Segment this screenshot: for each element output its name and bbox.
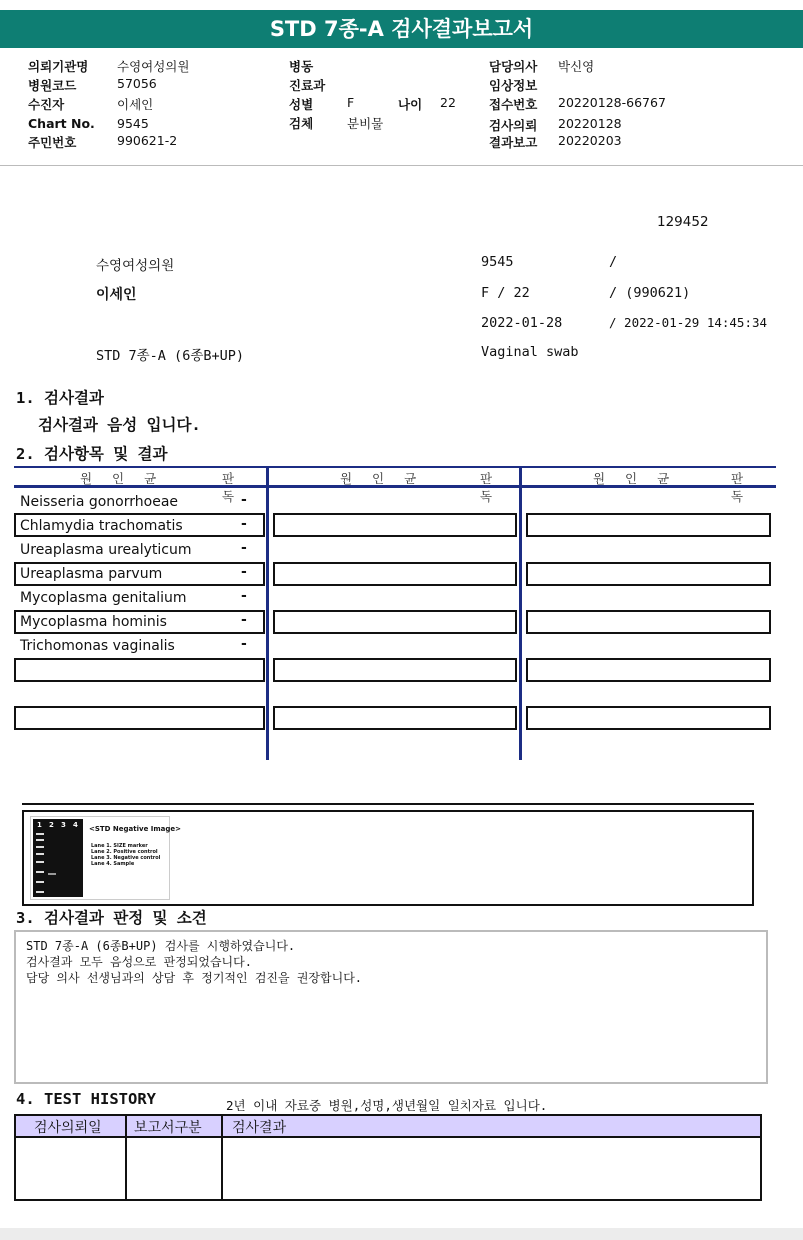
organism-name: Ureaplasma parvum	[20, 566, 163, 582]
section-1-heading: 1. 검사결과	[16, 389, 104, 407]
organism-result: -	[241, 540, 247, 556]
history-note: 2년 이내 자료중 병원,성명,생년월일 일치자료 입니다.	[226, 1098, 548, 1113]
header-value: 박신영	[558, 59, 595, 74]
conclusion-box	[14, 930, 768, 1084]
patient-birth: / (990621)	[609, 285, 691, 301]
report-header	[0, 52, 803, 166]
organism-name: Trichomonas vaginalis	[20, 638, 175, 654]
history-table	[14, 1114, 762, 1201]
conclusion-line: 담당 의사 선생님과의 상담 후 정기적인 검진을 권장합니다.	[26, 971, 363, 985]
col-result-label: 판 독	[222, 471, 243, 504]
history-col-date: 검사의뢰일	[34, 1120, 102, 1136]
organism-name: Ureaplasma urealyticum	[20, 542, 192, 558]
result-row-box	[526, 706, 771, 730]
organism-name: Chlamydia trachomatis	[20, 518, 183, 534]
organism-name: Neisseria gonorrhoeae	[20, 494, 179, 510]
header-label: 성별	[289, 97, 314, 112]
report-datetime: / 2022-01-29 14:45:34	[609, 315, 768, 330]
header-value: 20220128-66767	[558, 95, 666, 110]
overall-result: 검사결과 음성 입니다.	[38, 416, 201, 434]
patient-clinic: 수영여성의원	[96, 258, 175, 274]
report-code: 129452	[657, 214, 709, 230]
column-divider	[519, 466, 522, 760]
page-bottom-strip	[0, 1228, 803, 1240]
patient-chart-no: 9545	[481, 254, 514, 270]
header-value: 20220203	[558, 133, 622, 148]
header-value: 분비물	[347, 116, 384, 131]
header-value: 20220128	[558, 116, 622, 131]
organism-result: -	[241, 588, 247, 604]
conclusion-line: STD 7종-A (6종B+UP) 검사를 시행하였습니다.	[26, 939, 296, 953]
gel-band	[36, 891, 44, 893]
report-title: STD 7종-A 검사결과보고서	[0, 10, 803, 48]
receipt-date: 2022-01-28	[481, 315, 563, 331]
patient-sex-age: F / 22	[481, 285, 530, 301]
col-organism-label: 원 인 균	[80, 471, 165, 486]
lane-number: 2	[49, 821, 54, 829]
history-header-row	[16, 1116, 760, 1138]
header-label: 주민번호	[28, 135, 77, 150]
patient-slash: /	[609, 254, 618, 270]
section-2-heading: 2. 검사항목 및 결과	[16, 445, 168, 463]
section-3-heading: 3. 검사결과 판정 및 소견	[16, 909, 207, 927]
header-label: 수진자	[28, 97, 65, 112]
header-label: 의뢰기관명	[28, 59, 89, 74]
result-row-box	[14, 658, 265, 682]
gel-legend-item: Lane 3. Negative control	[91, 855, 161, 861]
gel-band	[36, 846, 44, 848]
header-label: 검체	[289, 116, 314, 131]
organism-result: -	[241, 612, 247, 628]
gel-title: <STD Negative Image>	[89, 825, 182, 833]
organism-result: -	[241, 516, 247, 532]
result-row-box	[273, 513, 517, 537]
header-value: 9545	[117, 116, 149, 131]
history-col-divider	[125, 1116, 127, 1199]
organism-name: Mycoplasma hominis	[20, 614, 167, 630]
result-row-box	[273, 610, 517, 634]
organism-result: -	[241, 636, 247, 652]
header-value: 990621-2	[117, 133, 178, 148]
result-row-box	[273, 562, 517, 586]
col-result-label: 판 독	[731, 471, 752, 504]
gel-band	[48, 873, 56, 875]
header-label: 임상정보	[489, 78, 538, 93]
lane-number: 1	[37, 821, 42, 829]
gel-band	[36, 861, 44, 863]
header-label: 병원코드	[28, 78, 77, 93]
header-value: 수영여성의원	[117, 59, 190, 74]
header-value: F	[347, 95, 355, 110]
image-divider	[22, 803, 754, 805]
col-result-label: 판 독	[480, 471, 501, 504]
header-value: 22	[440, 95, 456, 110]
result-row-box	[526, 562, 771, 586]
history-col-type: 보고서구분	[134, 1120, 202, 1136]
header-label: 진료과	[289, 78, 326, 93]
organism-name: Mycoplasma genitalium	[20, 590, 187, 606]
header-label: 나이	[398, 97, 423, 112]
col-organism-label: 원 인 균	[340, 471, 425, 486]
lane-number: 4	[73, 821, 78, 829]
header-label: 접수번호	[489, 97, 538, 112]
header-label: 결과보고	[489, 135, 538, 150]
header-label: 병동	[289, 59, 314, 74]
results-col-header	[268, 466, 521, 504]
gel-image-box	[22, 810, 754, 906]
header-value: 이세인	[117, 97, 154, 112]
conclusion-line: 검사결과 모두 음성으로 판정되었습니다.	[26, 955, 252, 969]
organism-result: -	[241, 492, 247, 508]
gel-legend-item: Lane 4. Sample	[91, 861, 135, 867]
gel-band	[36, 853, 44, 855]
history-col-result: 검사결과	[232, 1120, 287, 1136]
result-row-box	[526, 658, 771, 682]
specimen-type: Vaginal swab	[481, 344, 579, 360]
result-row-box	[526, 610, 771, 634]
result-row-box	[14, 706, 265, 730]
gel-image	[30, 816, 182, 900]
patient-name: 이세인	[96, 287, 137, 303]
result-row-box	[526, 513, 771, 537]
result-row-box	[273, 706, 517, 730]
header-value: 57056	[117, 76, 157, 91]
result-row-box	[273, 658, 517, 682]
gel-legend-item: Lane 2. Positive control	[91, 849, 158, 855]
gel-band	[36, 871, 44, 873]
header-label: 담당의사	[489, 59, 538, 74]
section-4-heading: 4. TEST HISTORY	[16, 1090, 156, 1108]
gel-photo	[33, 819, 83, 897]
lane-number: 3	[61, 821, 66, 829]
header-label: Chart No.	[28, 116, 95, 131]
header-label: 검사의뢰	[489, 118, 538, 133]
results-col-header	[521, 466, 776, 504]
gel-band	[36, 833, 44, 835]
col-organism-label: 원 인 균	[593, 471, 678, 486]
organism-result: -	[241, 564, 247, 580]
gel-legend-item: Lane 1. SIZE marker	[91, 843, 148, 849]
test-name: STD 7종-A (6종B+UP)	[96, 348, 244, 364]
history-col-divider	[221, 1116, 223, 1199]
gel-band	[36, 839, 44, 841]
gel-band	[36, 881, 44, 883]
column-divider	[266, 466, 269, 760]
